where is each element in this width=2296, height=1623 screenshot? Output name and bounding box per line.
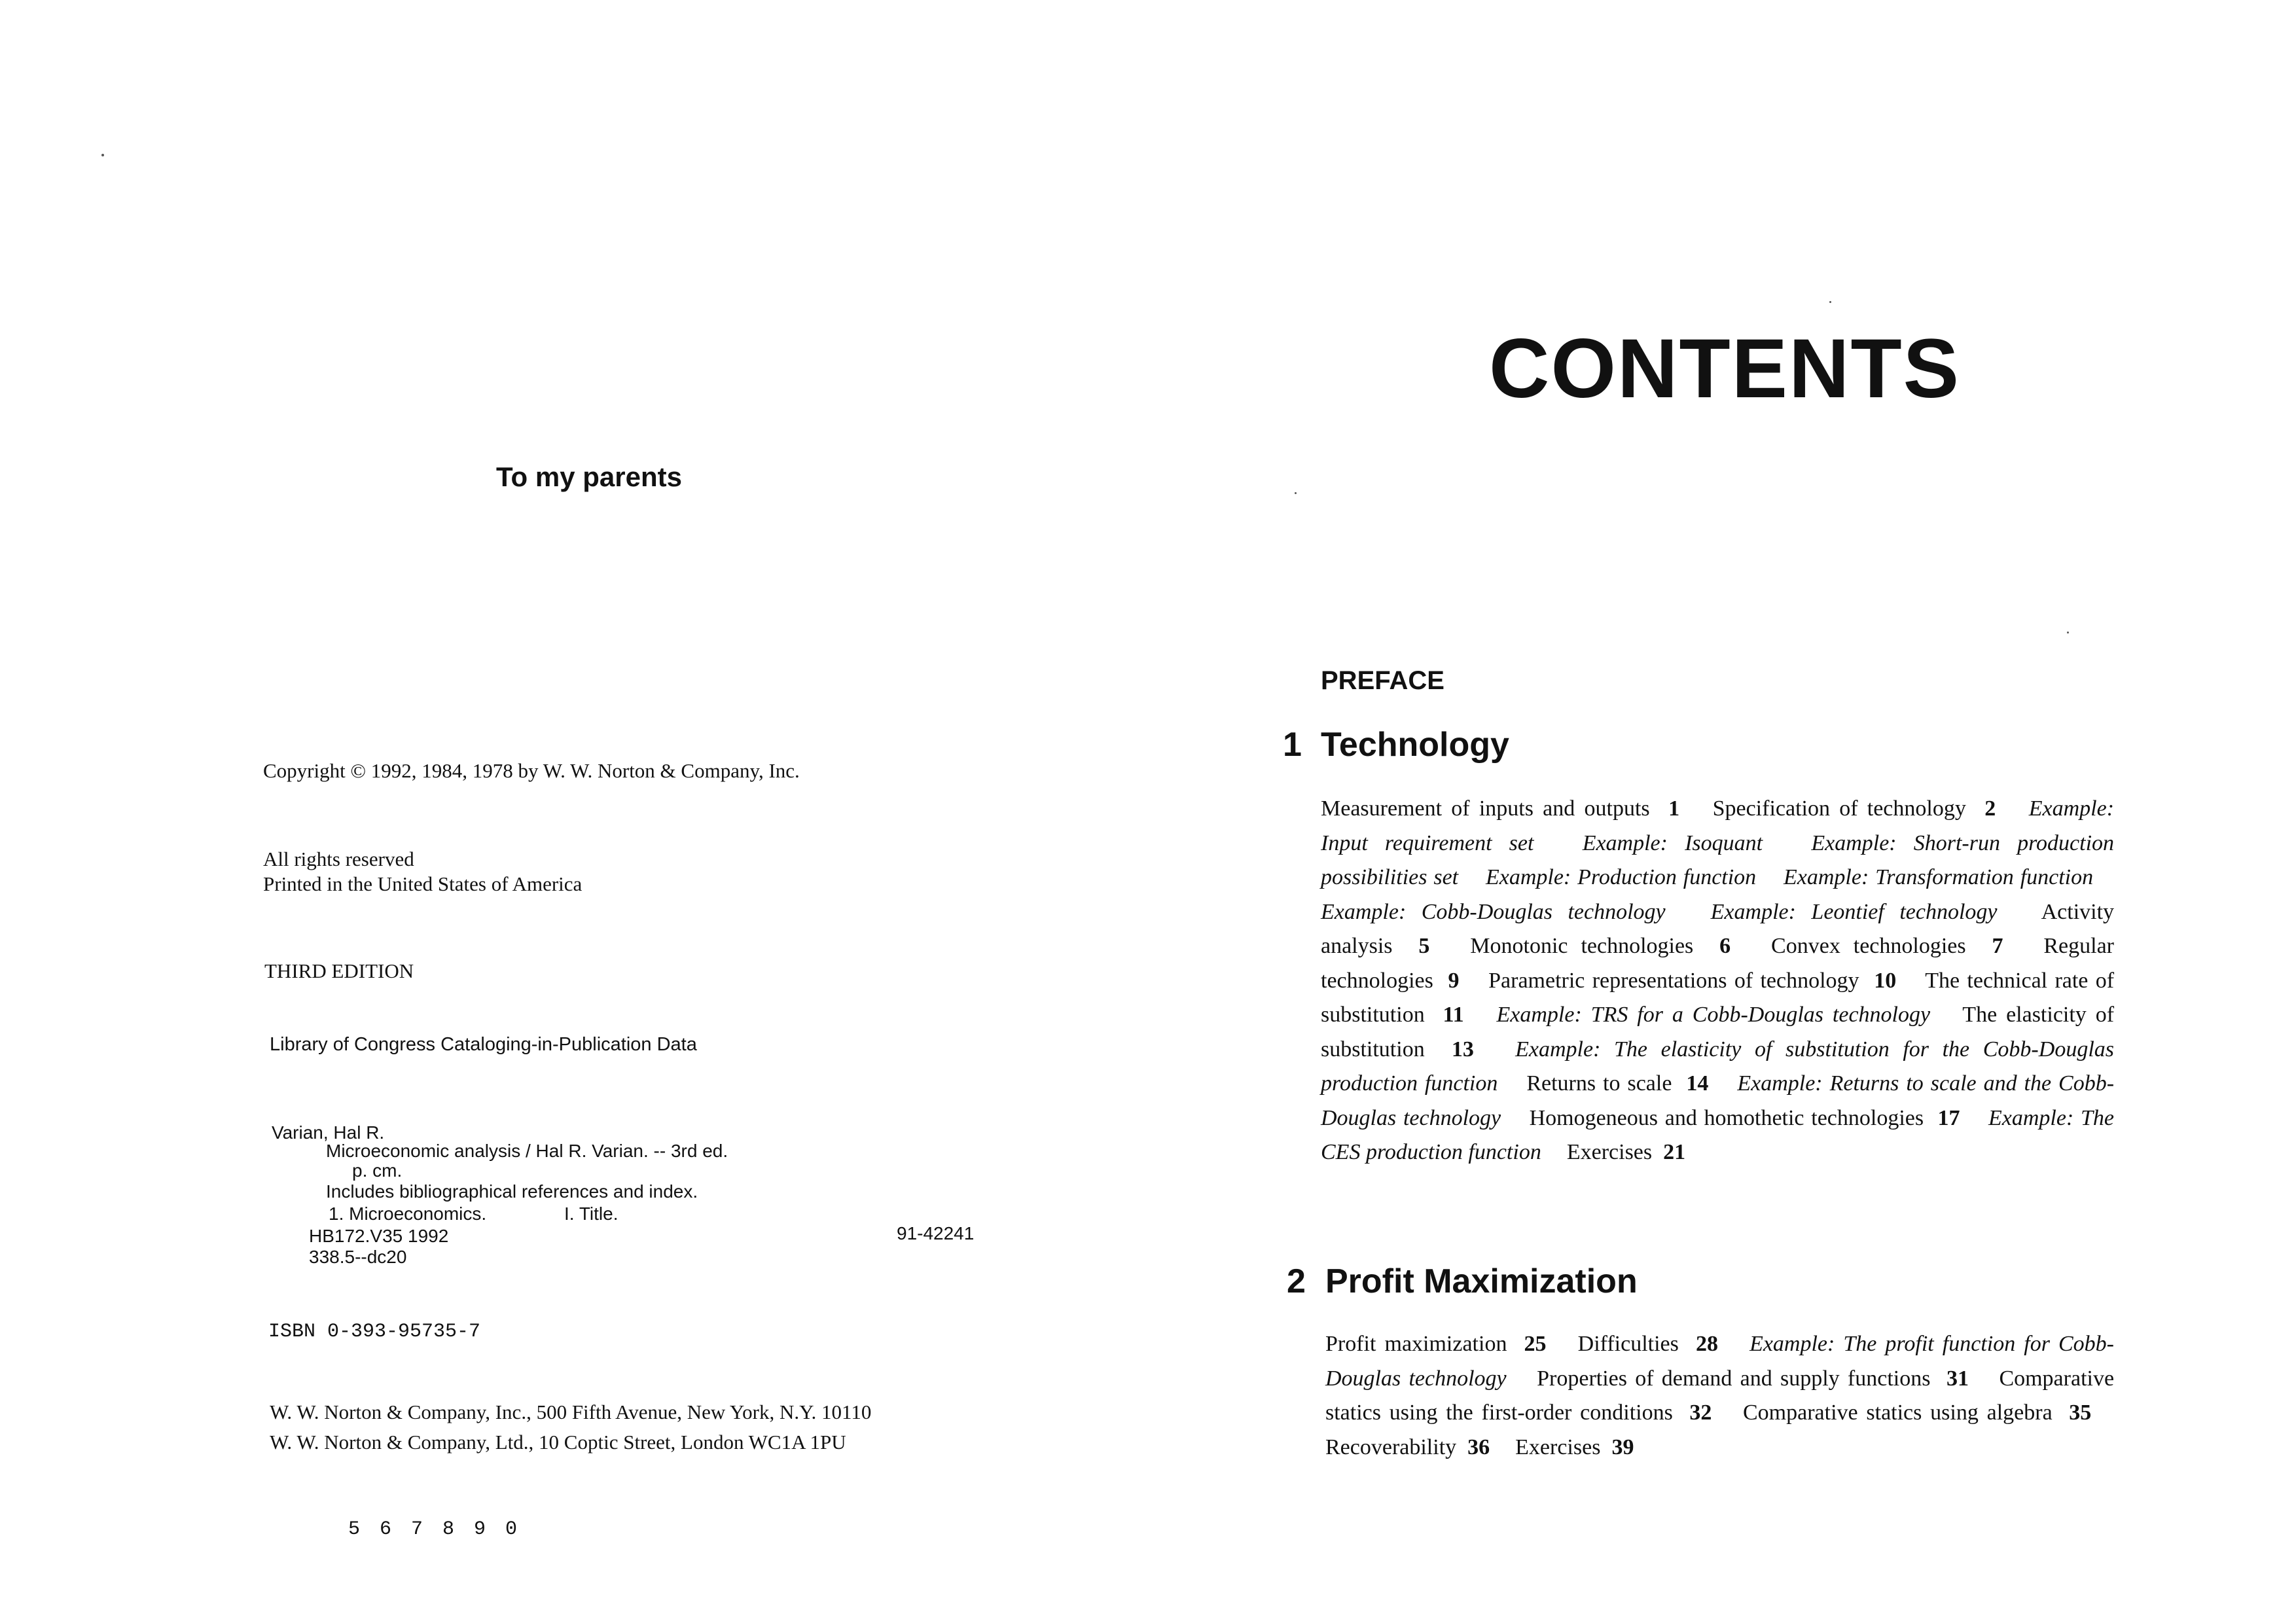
catalog-title-entry: I. Title. (564, 1204, 619, 1224)
toc-page-number: 10 (1874, 968, 1897, 993)
publisher-address-london: W. W. Norton & Company, Ltd., 10 Coptic Street, London WC1A 1PU (270, 1431, 846, 1454)
toc-example-entry: Example: The elasticity of substitution for the Cobb-Douglas production function (1321, 1037, 2114, 1096)
toc-entry: Monotonic technologies (1470, 934, 1694, 958)
toc-example-entry: Example: Leontief technology (1710, 899, 1998, 924)
toc-example-entry: Example: TRS for a Cobb-Douglas technology (1496, 1003, 1931, 1027)
preface-heading: PREFACE (1321, 666, 1444, 695)
scan-speck (1295, 492, 1297, 494)
toc-example-entry: Example: The CES production function (1321, 1105, 2115, 1164)
toc-page-number: 9 (1448, 968, 1460, 993)
toc-example-entry: Example: Cobb-Douglas technology (1321, 899, 1666, 924)
toc-entry: Exercises (1566, 1140, 1653, 1164)
printed-line: Printed in the United States of America (263, 872, 583, 895)
toc-entry: Parametric representations of technology (1488, 968, 1859, 993)
isbn: ISBN 0-393-95735-7 (268, 1321, 481, 1343)
toc-page-number: 2 (1984, 796, 1996, 821)
toc-entry: The technical rate of substitution (1321, 968, 2115, 1027)
toc-page-number: 25 (1524, 1332, 1547, 1356)
copyright-line: Copyright © 1992, 1984, 1978 by W. W. Norton & Company, Inc. (263, 759, 800, 782)
toc-entry: Properties of demand and supply functions (1537, 1366, 1931, 1391)
toc-entry: Difficulties (1577, 1332, 1679, 1356)
catalog-pages: p. cm. (352, 1160, 403, 1181)
toc-example-entry: Example: Input requirement set (1321, 796, 2115, 855)
toc-example-entry: Example: Isoquant (1582, 830, 1763, 855)
catalog-dewey: 338.5--dc20 (309, 1247, 407, 1267)
scan-speck (2067, 632, 2069, 633)
toc-page-number: 39 (1611, 1435, 1634, 1459)
dedication: To my parents (496, 461, 682, 492)
toc-example-entry: Example: Production function (1485, 865, 1757, 889)
chapter-title: Technology (1321, 726, 1509, 764)
toc-entry: Comparative statics using algebra (1743, 1400, 2053, 1425)
scan-speck (101, 154, 104, 156)
toc-page-number: 7 (1992, 934, 2003, 958)
toc-entry: Specification of technology (1712, 796, 1966, 821)
edition-line: THIRD EDITION (264, 959, 414, 982)
catalog-lccn: 91-42241 (897, 1223, 975, 1243)
chapter-title: Profit Maximization (1325, 1262, 1638, 1300)
toc-page-number: 32 (1689, 1400, 1712, 1425)
publisher-address-ny: W. W. Norton & Company, Inc., 500 Fifth Avenue, New York, N.Y. 10110 (270, 1400, 872, 1423)
toc-entry: Exercises (1515, 1435, 1601, 1459)
page-title: CONTENTS (1489, 322, 1960, 416)
toc-page-number: 11 (1443, 1003, 1464, 1027)
toc-page-number: 1 (1668, 796, 1680, 821)
toc-entry: Comparative statics using the first-order conditions (1325, 1366, 2115, 1425)
catalog-call-number: HB172.V35 1992 (309, 1226, 449, 1246)
toc-example-entry: Example: The profit function for Cobb-Douglas technology (1325, 1332, 2114, 1391)
toc-page-number: 31 (1946, 1366, 1969, 1391)
toc-page-number: 5 (1418, 934, 1430, 958)
toc-entry: Regular technologies (1321, 934, 2114, 993)
cip-heading: Library of Congress Cataloging-in-Publication Data (270, 1034, 697, 1055)
toc-page-number: 21 (1663, 1140, 1686, 1164)
toc-entry: Activity analysis (1321, 899, 2115, 958)
catalog-title: Microeconomic analysis / Hal R. Varian. -- 3rd ed. (326, 1141, 728, 1161)
toc-example-entry: Example: Short-run production possibilities set (1321, 830, 2115, 889)
toc-entry: Measurement of inputs and outputs (1321, 796, 1650, 821)
print-run: 5 6 7 8 9 0 (348, 1518, 522, 1541)
toc-entry: Recoverability (1325, 1435, 1457, 1459)
toc-entry: Homogeneous and homothetic technologies (1529, 1105, 1924, 1130)
rights-line: All rights reserved (263, 847, 414, 870)
toc-entry: Returns to scale (1526, 1071, 1672, 1096)
toc-page-number: 28 (1695, 1332, 1718, 1356)
toc-entry: Profit maximization (1325, 1332, 1507, 1356)
toc-entry: The elasticity of substitution (1321, 1003, 2115, 1061)
chapter-number: 1 (1283, 726, 1302, 764)
catalog-includes: Includes bibliographical references and index. (326, 1181, 698, 1202)
chapter-entries (1325, 1327, 2114, 1465)
chapter-number: 2 (1287, 1262, 1306, 1300)
toc-page-number: 36 (1467, 1435, 1490, 1459)
toc-page-number: 6 (1719, 934, 1731, 958)
toc-example-entry: Example: Returns to scale and the Cobb-Douglas technology (1321, 1071, 2115, 1130)
toc-page-number: 35 (2069, 1400, 2092, 1425)
toc-entry: Convex technologies (1771, 934, 1966, 958)
chapter-entries (1321, 792, 2114, 1170)
toc-page-number: 13 (1451, 1037, 1474, 1061)
catalog-author: Varian, Hal R. (272, 1122, 385, 1143)
toc-page-number: 14 (1686, 1071, 1709, 1096)
catalog-subject: 1. Microeconomics. (329, 1204, 487, 1224)
toc-page-number: 17 (1937, 1105, 1960, 1130)
toc-example-entry: Example: Transformation function (1784, 865, 2094, 889)
scan-speck (1829, 301, 1831, 303)
